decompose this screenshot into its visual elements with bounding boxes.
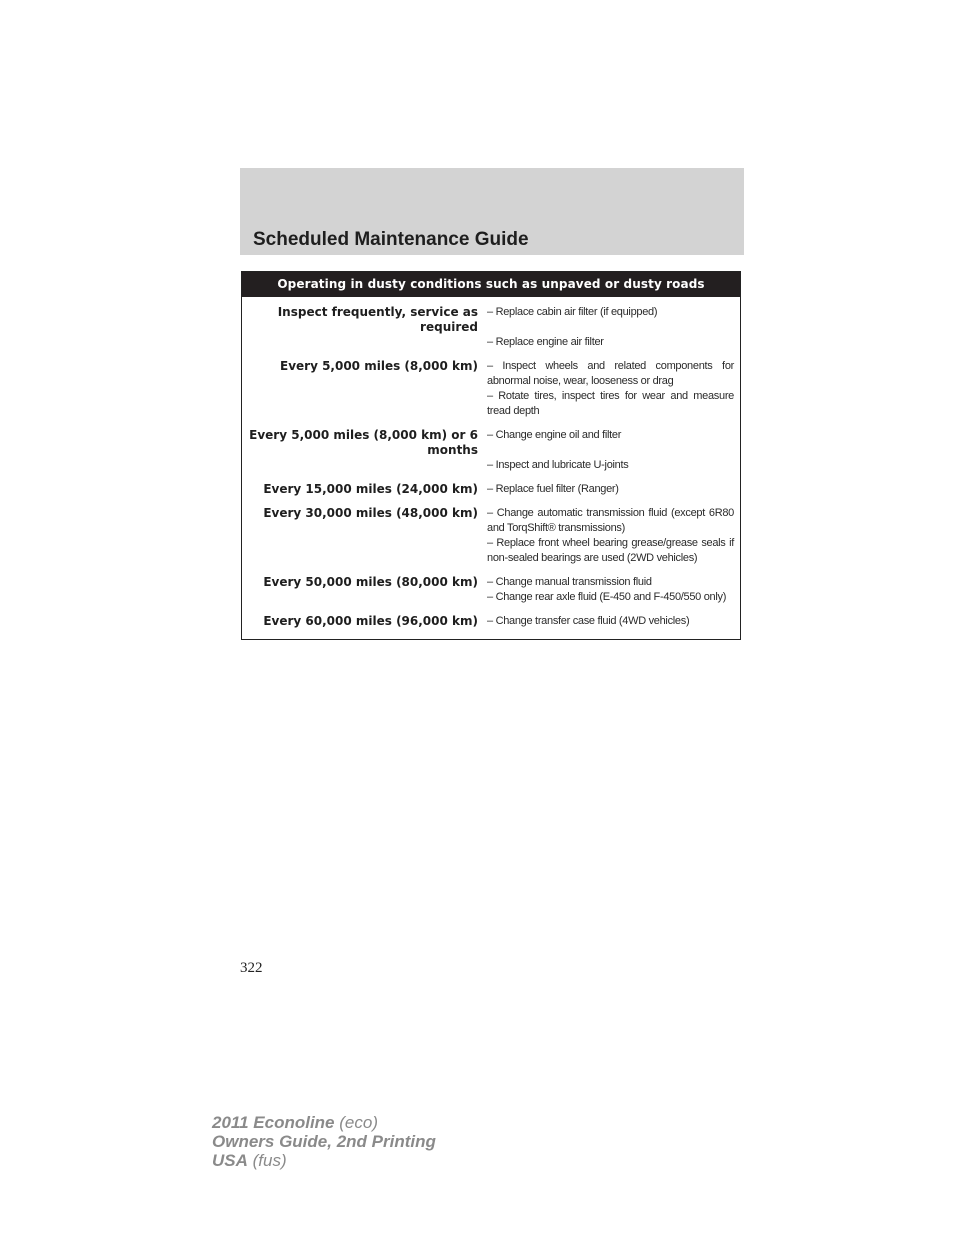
service-item: – Change engine oil and filter — [487, 429, 622, 441]
table-rows — [242, 297, 740, 629]
service-item: – Change manual transmission fluid — [487, 576, 652, 588]
table-row — [242, 506, 734, 566]
interval-label: Every 5,000 miles (8,000 km) — [280, 359, 478, 373]
service-item: – Replace front wheel bearing grease/grease seals if non-sealed bearings are used (2WD vehicles) — [487, 537, 734, 564]
table-row — [242, 305, 734, 350]
table-heading: Operating in dusty conditions such as unpaved or dusty roads — [242, 272, 740, 297]
interval-label: Every 60,000 miles (96,000 km) — [263, 614, 478, 628]
page-number: 322 — [240, 960, 263, 976]
interval-label: Inspect frequently, service as required — [277, 305, 478, 334]
service-items — [487, 482, 734, 497]
service-items — [487, 305, 734, 350]
footer-guide-edition: Owners Guide, 2nd Printing — [212, 1132, 436, 1151]
service-item: – Inspect wheels and related components for abnormal noise, wear, looseness or drag — [487, 360, 734, 387]
service-item: – Rotate tires, inspect tires for wear and measure tread depth — [487, 390, 734, 417]
page-title: Scheduled Maintenance Guide — [253, 229, 529, 250]
service-item: – Change automatic transmission fluid (except 6R80 and TorqShift® transmissions) — [487, 507, 734, 534]
service-items — [487, 614, 734, 629]
interval-label: Every 15,000 miles (24,000 km) — [263, 482, 478, 496]
table-row — [242, 428, 734, 473]
table-row — [242, 614, 734, 629]
section-header-band — [240, 168, 744, 255]
service-item: – Replace fuel filter (Ranger) — [487, 483, 619, 495]
service-item: – Inspect and lubricate U-joints — [487, 459, 629, 471]
footer-market: USA — [212, 1151, 248, 1170]
interval-label: Every 30,000 miles (48,000 km) — [263, 506, 478, 520]
table-row — [242, 482, 734, 497]
maintenance-table — [241, 271, 741, 640]
service-item: – Replace cabin air filter (if equipped) — [487, 306, 658, 318]
service-item: – Change transfer case fluid (4WD vehicles) — [487, 615, 690, 627]
document-footer — [212, 1113, 436, 1170]
service-items — [487, 506, 734, 566]
footer-model-code: (eco) — [339, 1113, 378, 1132]
service-items — [487, 359, 734, 419]
table-row — [242, 575, 734, 605]
service-items — [487, 428, 734, 473]
footer-model: 2011 Econoline — [212, 1113, 335, 1132]
footer-market-code: (fus) — [252, 1151, 287, 1170]
service-item: – Replace engine air filter — [487, 336, 604, 348]
interval-label: Every 5,000 miles (8,000 km) or 6 months — [249, 428, 478, 457]
table-row — [242, 359, 734, 419]
service-items — [487, 575, 734, 605]
interval-label: Every 50,000 miles (80,000 km) — [263, 575, 478, 589]
service-item: – Change rear axle fluid (E-450 and F-450/550 only) — [487, 591, 727, 603]
